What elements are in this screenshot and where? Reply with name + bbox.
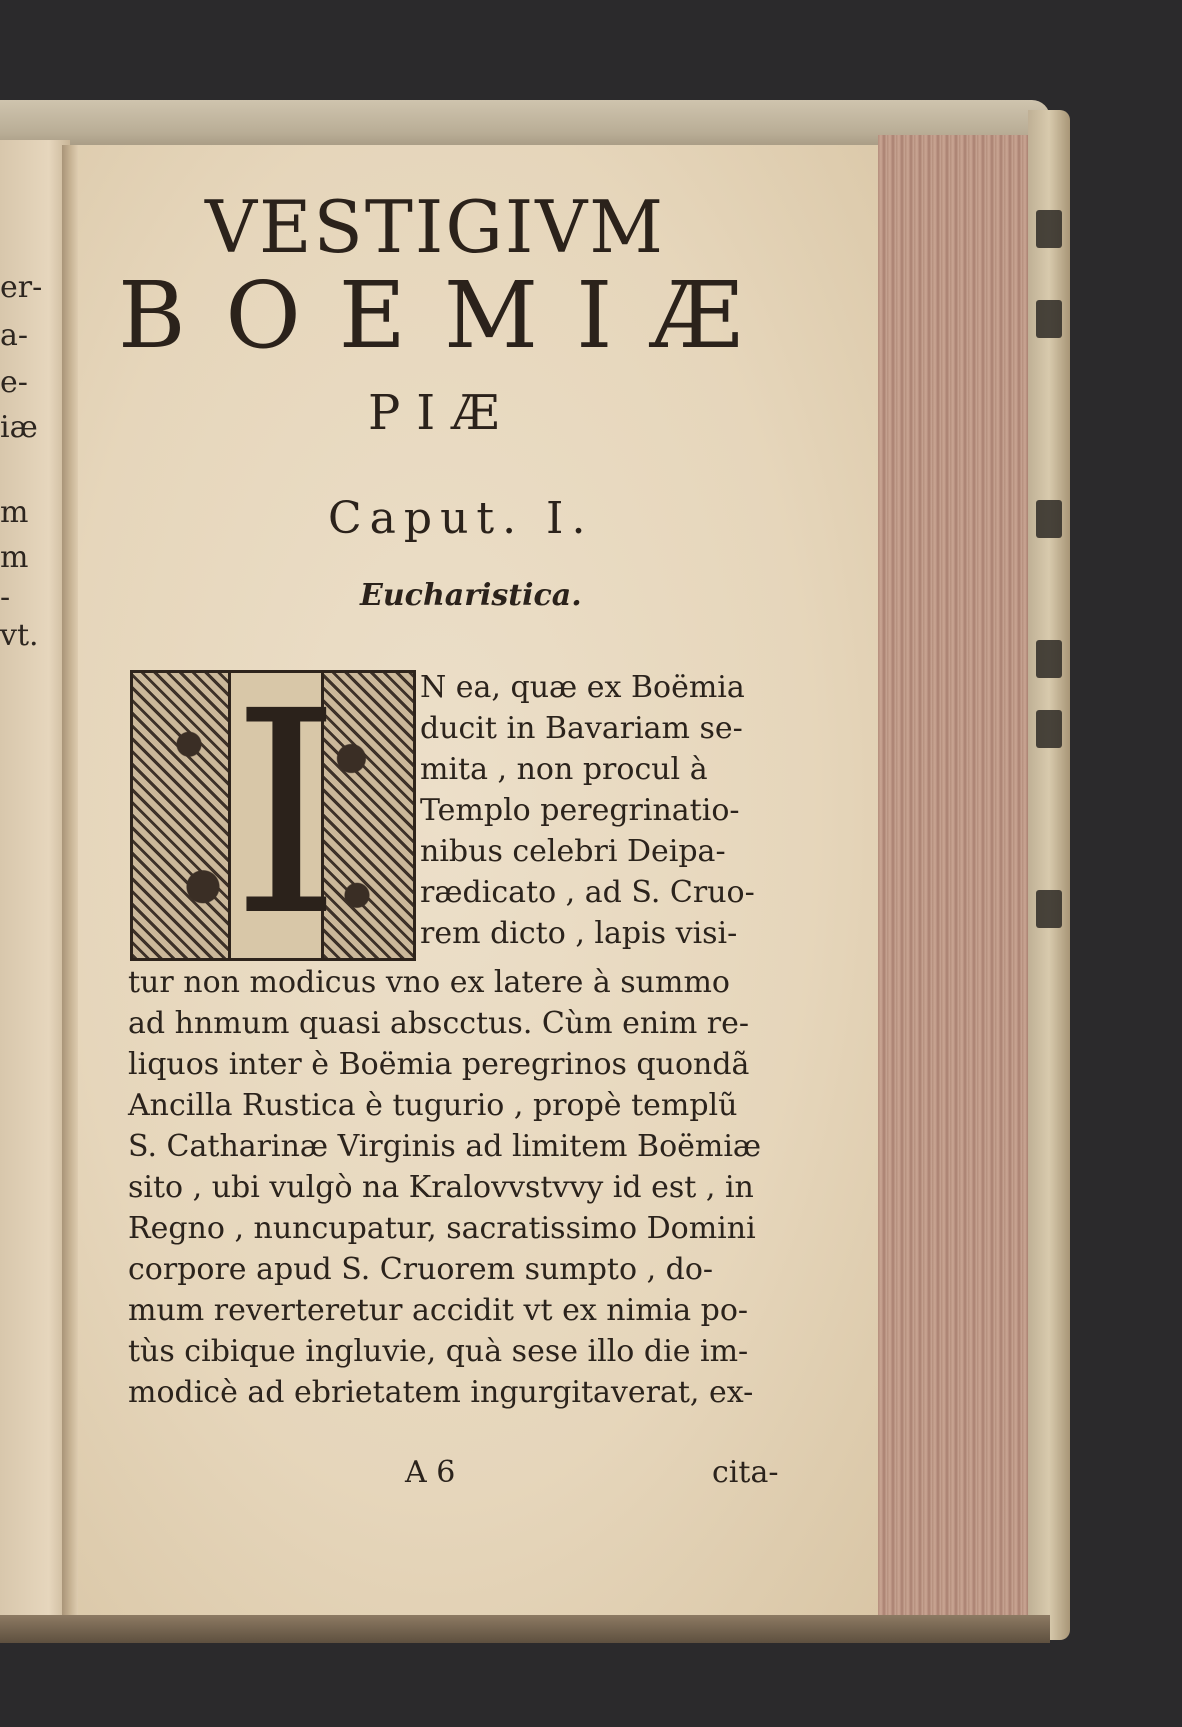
left-fragment: vt.: [0, 618, 39, 653]
left-fragment: m: [0, 495, 29, 530]
cover-edge: [1028, 110, 1070, 1640]
spine-mark: [1036, 710, 1062, 748]
spine-mark: [1036, 210, 1062, 248]
decorated-initial: [130, 652, 416, 978]
chapter-subtitle: Eucharistica.: [360, 578, 582, 613]
left-fragment: a-: [0, 318, 29, 353]
title-line-1: VESTIGIVM: [205, 185, 666, 269]
catchword: cita-: [712, 1455, 779, 1490]
initial-letter: I: [228, 673, 324, 958]
text-line: ad hnmum quasi abscctus. Cùm enim re-: [128, 1006, 750, 1041]
text-line: corpore apud S. Cruorem sumpto , do-: [128, 1252, 714, 1287]
spine-mark: [1036, 500, 1062, 538]
book-bottom-edge: [0, 1615, 1050, 1643]
text-line: liquos inter è Boëmia peregrinos quondã: [128, 1047, 750, 1082]
left-fragment: er-: [0, 270, 43, 305]
spine-mark: [1036, 300, 1062, 338]
text-line: tùs cibique ingluvie, quà sese illo die im-: [128, 1334, 749, 1369]
left-fragment: m: [0, 540, 29, 575]
left-fragment: e-: [0, 365, 28, 400]
text-line: Regno , nuncupatur, sacratissimo Domini: [128, 1211, 756, 1246]
text-line: Templo peregrinatio-: [420, 793, 740, 828]
text-line: mita , non procul à: [420, 752, 708, 787]
text-line: rem dicto , lapis visi-: [420, 916, 738, 951]
text-line: S. Catharinæ Virginis ad limitem Boëmiæ: [128, 1129, 762, 1164]
signature-mark: A 6: [405, 1455, 456, 1490]
chapter-heading: Caput. I.: [328, 493, 594, 544]
text-line: mum reverteretur accidit vt ex nimia po-: [128, 1293, 749, 1328]
text-line: nibus celebri Deipa-: [420, 834, 726, 869]
text-line: tur non modicus vno ex latere à summo: [128, 965, 730, 1000]
title-line-2: BOEMIÆ: [118, 262, 781, 369]
fore-edge: [878, 135, 1034, 1620]
text-line: sito , ubi vulgò na Kralovvstvvy id est , in: [128, 1170, 754, 1205]
text-line: Ancilla Rustica è tugurio , propè templũ: [128, 1088, 738, 1123]
text-line: rædicato , ad S. Cruo-: [420, 875, 755, 910]
text-line: modicè ad ebrietatem ingurgitaverat, ex-: [128, 1375, 754, 1410]
spine-mark: [1036, 640, 1062, 678]
left-fragment: iæ: [0, 410, 38, 445]
left-fragment: -: [0, 580, 11, 615]
text-line: ducit in Bavariam se-: [420, 711, 743, 746]
spine-mark: [1036, 890, 1062, 928]
left-page-edge: [0, 140, 70, 1620]
title-line-3: PIÆ: [368, 385, 516, 441]
text-line: N ea, quæ ex Boëmia: [420, 670, 745, 705]
